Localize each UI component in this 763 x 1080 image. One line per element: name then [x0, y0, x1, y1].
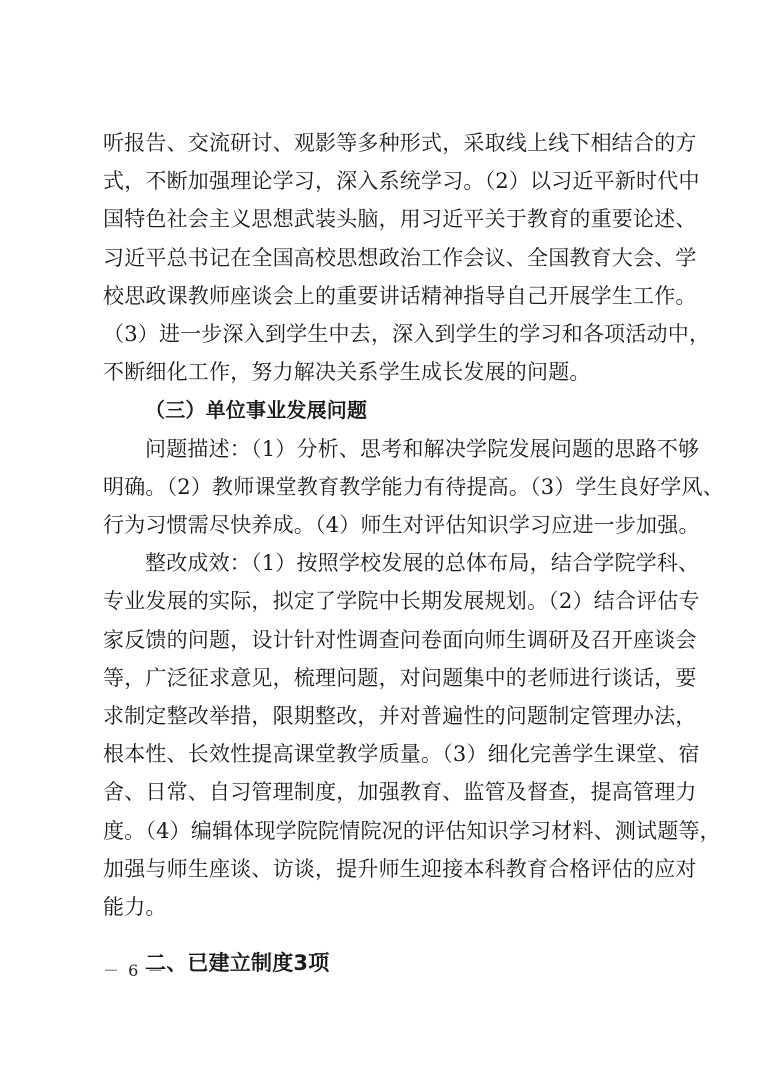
page-number: － 6 －	[103, 961, 166, 980]
body-line: 专业发展的实际，拟定了学院中长期发展规划。（2）结合评估专	[103, 589, 700, 613]
section-heading: 二、已建立制度3项	[145, 951, 330, 975]
body-line: 行为习惯需尽快养成。（4）师生对评估知识学习应进一步加强。	[103, 513, 700, 537]
body-line: 国特色社会主义思想武装头脑，用习近平关于教育的重要论述、	[103, 207, 697, 231]
body-line: 整改成效：（1）按照学校发展的总体布局，结合学院学科、	[145, 551, 700, 575]
body-line: 校思政课教师座谈会上的重要讲话精神指导自己开展学生工作。	[103, 284, 697, 308]
subsection-heading: （三）单位事业发展问题	[145, 398, 368, 422]
body-line: 问题描述：（1）分析、思考和解决学院发展问题的思路不够	[145, 437, 700, 461]
body-line: 明确。（2）教师课堂教育教学能力有待提高。（3）学生良好学风、	[103, 475, 724, 499]
body-line: （3）进一步深入到学生中去，深入到学生的学习和各项活动中，	[103, 322, 711, 346]
body-line: 式，不断加强理论学习，深入系统学习。（2）以习近平新时代中	[103, 169, 700, 193]
body-line: 习近平总书记在全国高校思想政治工作会议、全国教育大会、学	[103, 246, 697, 270]
body-line: 能力。	[103, 895, 167, 919]
body-line: 等，广泛征求意见，梳理问题，对问题集中的老师进行谈话，要	[103, 666, 697, 690]
body-line: 度。（4）编辑体现学院院情院况的评估知识学习材料、测试题等，	[103, 819, 721, 843]
body-line: 求制定整改举措，限期整改，并对普遍性的问题制定管理办法，	[103, 704, 697, 728]
body-line: 家反馈的问题，设计针对性调查问卷面向师生调研及召开座谈会	[103, 628, 697, 652]
body-line: 加强与师生座谈、访谈，提升师生迎接本科教育合格评估的应对	[103, 857, 697, 881]
body-line: 不断细化工作，努力解决关系学生成长发展的问题。	[103, 360, 591, 384]
body-line: 听报告、交流研讨、观影等多种形式，采取线上线下相结合的方	[103, 131, 697, 155]
body-line: 舍、日常、自习管理制度，加强教育、监管及督查，提高管理力	[103, 780, 697, 804]
body-line: 根本性、长效性提高课堂教学质量。（3）细化完善学生课堂、宿	[103, 742, 700, 766]
